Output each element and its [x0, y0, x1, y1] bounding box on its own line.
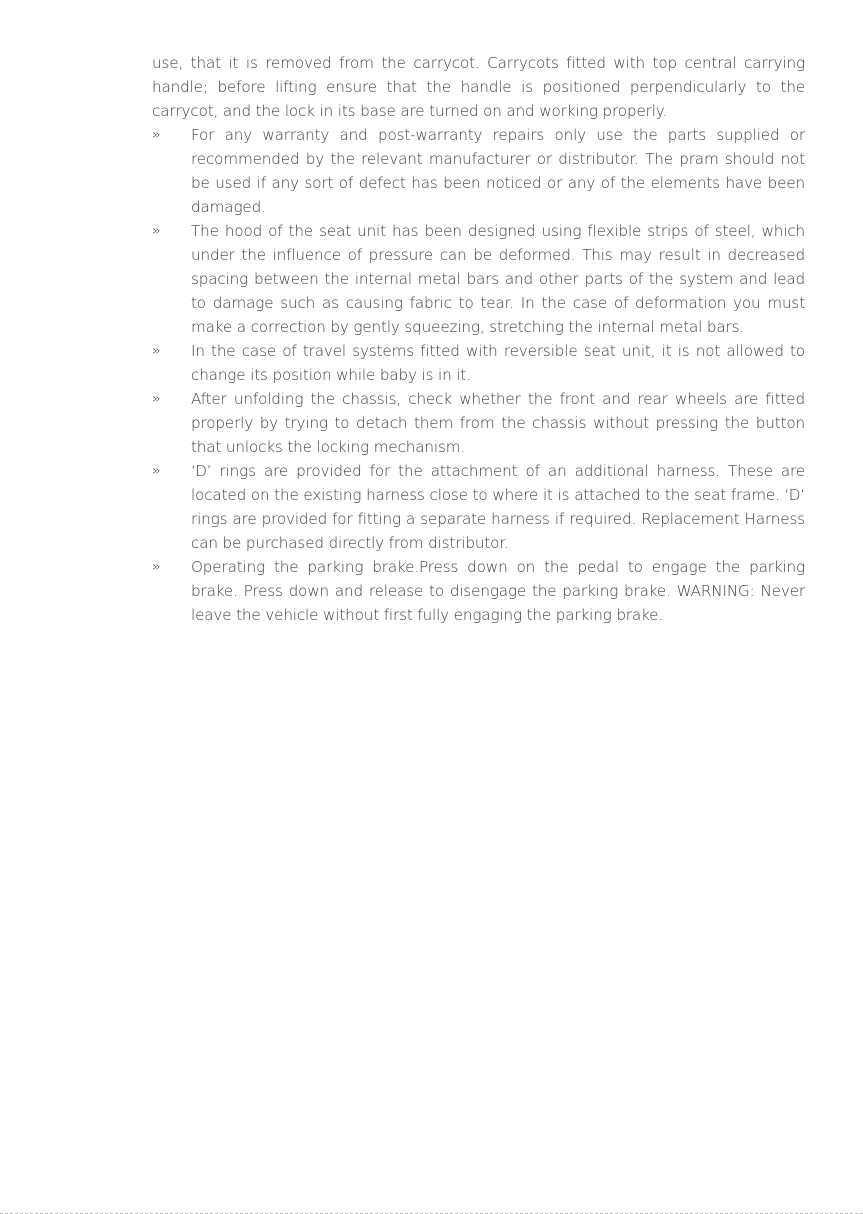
safety-bullet-list	[152, 123, 805, 627]
bullet-text-d-rings: ‘D’ rings are provided for the attachment of an additional harness. These are located on the existing harness close to where it is attached to the seat frame. ‘D’ rings are provided for fitting a separate harness if required. Replacement Harness can be purchased directly from distributor.	[191, 462, 805, 552]
list-item	[152, 123, 805, 219]
bullet-text-wheels: After unfolding the chassis, check whether the front and rear wheels are fitted properly by trying to detach them from the chassis without pressing the button that unlocks the locking mechanism.	[191, 390, 805, 456]
bullet-text-parking-brake: Operating the parking brake.Press down on the pedal to engage the parking brake. Press down and release to disengage the parking brake. WARNING: Never leave the vehicle without first fully engaging the parking brake.	[191, 558, 805, 624]
bullet-marker-icon: »	[152, 343, 161, 359]
instructions-text-block	[152, 51, 805, 627]
bullet-marker-icon: »	[152, 559, 161, 575]
bullet-text-reversible-seat: In the case of travel systems fitted with reversible seat unit, it is not allowed to change its position while baby is in it.	[191, 342, 805, 384]
continuation-paragraph: use, that it is removed from the carrycot. Carrycots fitted with top central carrying handle; before lifting ensure that the handle is positioned perpendicularly to the carrycot, and the lock in its base are turned on and working properly.	[152, 54, 805, 120]
bullet-text-hood: The hood of the seat unit has been designed using flexible strips of steel, which under the influence of pressure can be deformed. This may result in decreased spacing between the internal metal bars and other parts of the system and lead to damage such as causing fabric to tear. In the case of deformation you must make a correction by gently squeezing, stretching the internal metal bars.	[191, 222, 805, 336]
bullet-marker-icon: »	[152, 391, 161, 407]
list-item	[152, 555, 805, 627]
list-item	[152, 219, 805, 339]
list-item	[152, 387, 805, 459]
bullet-text-warranty: For any warranty and post-warranty repairs only use the parts supplied or recommended by the relevant manufacturer or distributor. The pram should not be used if any sort of defect has been noticed or any of the elements have been damaged.	[191, 126, 805, 216]
bullet-marker-icon: »	[152, 463, 161, 479]
list-item	[152, 339, 805, 387]
list-item	[152, 459, 805, 555]
bullet-marker-icon: »	[152, 223, 161, 239]
bullet-marker-icon: »	[152, 127, 161, 143]
